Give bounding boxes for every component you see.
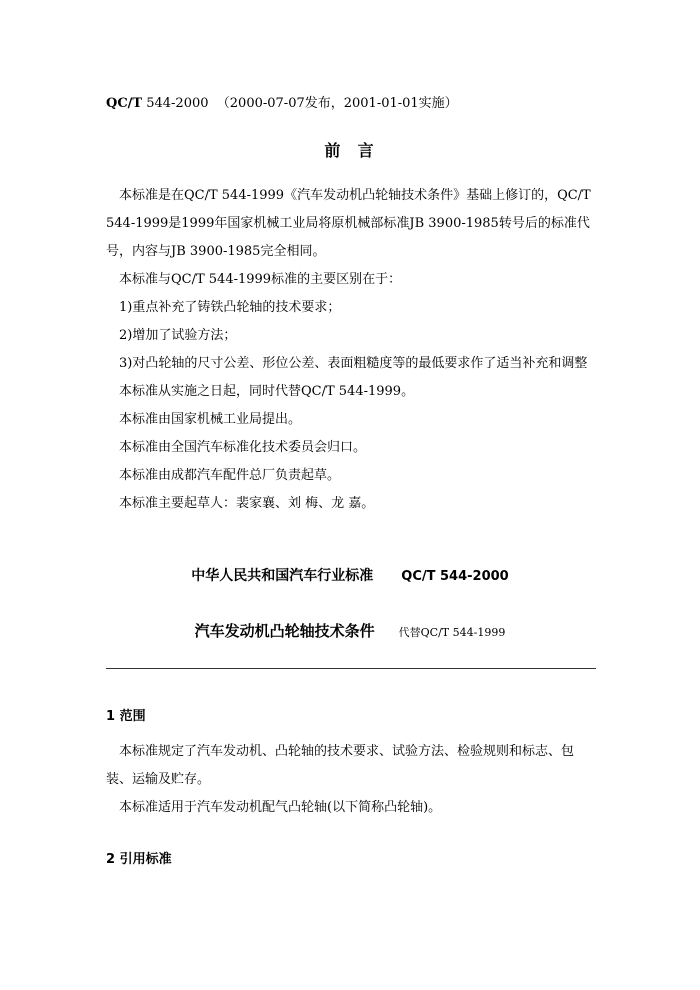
preface-paragraph: 本标准主要起草人：裴家襄、刘 梅、龙 嘉。	[119, 496, 375, 511]
preface-paragraph: 2)增加了试验方法；	[119, 328, 237, 343]
preface-paragraph: 本标准与QC/T 544-1999标准的主要区别在于：	[119, 272, 402, 287]
preface-paragraph: 1)重点补充了铸铁凸轮轴的技术要求；	[119, 300, 341, 315]
section-1-body	[106, 738, 598, 822]
preface-body	[106, 182, 598, 518]
section-1-paragraph: 本标准适用于汽车发动机配气凸轮轴(以下简称凸轮轴)。	[119, 800, 442, 815]
standard-title-line	[0, 620, 700, 641]
preface-paragraph: 3)对凸轮轴的尺寸公差、形位公差、表面粗糙度等的最低要求作了适当补充和调整	[119, 356, 588, 371]
standard-org: 中华人民共和国汽车行业标准	[191, 568, 374, 584]
standard-code: QC/T 544-2000	[401, 569, 509, 584]
document-header	[106, 92, 458, 111]
header-code: QC/T	[106, 96, 143, 111]
preface-paragraph: 本标准由成都汽车配件总厂负责起草。	[119, 468, 341, 483]
preface-title: 前 言	[324, 141, 376, 160]
standard-header	[0, 565, 700, 585]
preface-paragraph: 本标准由全国汽车标准化技术委员会归口。	[119, 440, 367, 455]
preface-paragraph: 本标准由国家机械工业局提出。	[119, 412, 302, 427]
standard-replaces: 代替QC/T 544-1999	[398, 626, 506, 639]
section-2-heading: 2 引用标准	[106, 852, 172, 867]
section-1-heading: 1 范围	[106, 709, 146, 724]
standard-title: 汽车发动机凸轮轴技术条件	[194, 622, 375, 640]
preface-paragraph: 本标准是在QC/T 544-1999《汽车发动机凸轮轴技术条件》基础上修订的，QC/T 544-1999是1999年国家机械工业局将原机械部标准JB 3900-1985转号后的标准代号，内容与JB 3900-1985完全相同。	[106, 188, 591, 259]
horizontal-rule	[106, 668, 596, 669]
section-1-paragraph: 本标准规定了汽车发动机、凸轮轴的技术要求、试验方法、检验规则和标志、包装、运输及贮存。	[106, 744, 575, 787]
preface-paragraph: 本标准从实施之日起，同时代替QC/T 544-1999。	[119, 384, 415, 399]
header-dates: 544-2000 （2000-07-07发布，2001-01-01实施）	[142, 96, 458, 111]
